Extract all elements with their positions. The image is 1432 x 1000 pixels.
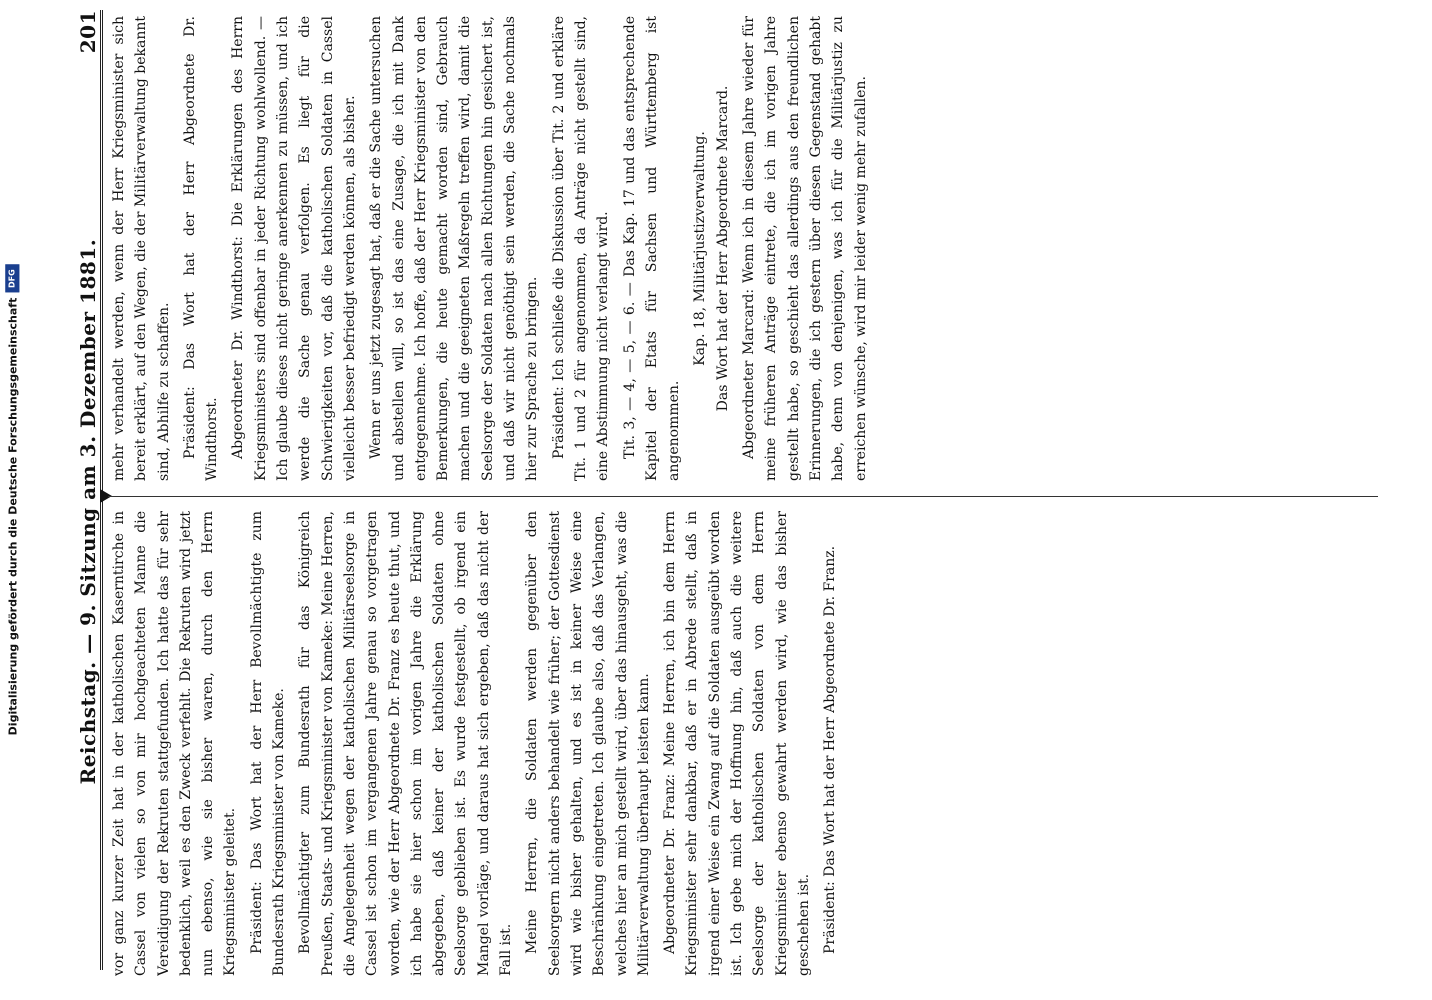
dfg-logo: DFG bbox=[5, 265, 19, 293]
right-column bbox=[108, 16, 1378, 481]
section-heading: Kap. 18, Militärjustizverwaltung. bbox=[692, 131, 709, 366]
paragraph: Tit. 3, — 4, — 5, — 6. — Das Kap. 17 und das entsprechende Kapitel der Etats für Sachsen und Württemberg ist angenommen. bbox=[621, 16, 683, 481]
rotated-page bbox=[48, 0, 1400, 1000]
paragraph: Präsident: Das Wort hat der Herr Bevollmächtigte zum Bundesrath Kriegsminister von Kameke. bbox=[248, 511, 288, 976]
paragraph: Wenn er uns jetzt zugesagt hat, daß er die Sache untersuchen und abstellen will, so ist das eine Zusage, die ich mit Dank entgegennehme. Ich hoffe, daß der Herr Kriegsminister von den Bemerkungen, die heute gemacht worden sind, Gebrauch machen und die geeigneten Maßregeln treffen wird, damit die Seelsorge der Soldaten nach allen Richtungen hin gesichert ist, und daß wir nicht genöthigt sein werden, die Sache nochmals hier zur Sprache zu bringen. bbox=[368, 16, 541, 481]
paragraph: Präsident: Das Wort hat der Herr Abgeordnete Dr. Windthorst. bbox=[181, 16, 221, 481]
paragraph: Präsident: Ich schließe die Diskussion über Tit. 2 und erkläre Tit. 1 und 2 für angenommen, da Anträge nicht gestellt sind, eine Abstimmung nicht verlangt wird. bbox=[550, 16, 612, 481]
paragraph: Präsident: Das Wort hat der Herr Abgeordnete Dr. Franz. bbox=[822, 545, 839, 954]
left-column bbox=[108, 511, 1378, 976]
paragraph: mehr verhandelt werden, wenn der Herr Kriegsminister sich bereit erklärt, auf den Wegen, die der Militärverwaltung bekannt sind, Abhilfe zu schaffen. bbox=[111, 16, 172, 481]
paragraph: Das Wort hat der Herr Abgeordnete Marcard. bbox=[714, 85, 731, 412]
paragraph: vor ganz kurzer Zeit hat in der katholischen Kaserntirche in Cassel von vielen so von mir hochgeachteten Manne die Vereidigung der Rekruten stattgefunden. Ich hatte das für sehr bedenklich, weil es den Zweck verfehlt. Die Rekruten wird jetzt nun ebenso, wie sie bisher waren, durch den Herrn Kriegsminister geleitet. bbox=[111, 511, 239, 976]
running-title: Reichstag. — 9. Sitzung am 3. Dezember 1881. bbox=[76, 238, 100, 785]
column-divider bbox=[108, 496, 1378, 497]
paragraph: Abgeordneter Marcard: Wenn ich in diesem Jahre wieder für meine früheren Anträge eintrete, die ich im vorigen Jahre gestellt habe, so geschieht das allerdings aus den freundlichen Erinnerungen, die ich gestern über diesen Gegenstand gehabt habe, denn von denjenigen, was ich für die Militärjustiz zu erreichen wünsche, wird mir leider wenig mehr zufallen. bbox=[741, 16, 869, 481]
page-header bbox=[54, 10, 103, 970]
digitization-credit bbox=[2, 0, 22, 1000]
paragraph: Bevollmächtigter zum Bundesrath für das Königreich Preußen, Staats- und Kriegsminister von Kameke: Meine Herren, die Angelegenheit wegen der katholischen Militärseelsorge in Cassel ist schon im vergangenen Jahre genau so vorgetragen worden, wie der Herr Abgeordnete Dr. Franz es heute thut, und ich habe sie hier schon im vorigen Jahre die Erklärung abgegeben, daß keiner der katholischen Soldaten ohne Seelsorge geblieben ist. Es wurde festgestellt, ob irgend ein Mangel vorläge, und daraus hat sich ergeben, daß das nicht der Fall ist. bbox=[297, 511, 515, 976]
credit-text: Digitalisierung gefördert durch die Deutsche Forschungsgemeinschaft bbox=[5, 297, 19, 736]
paragraph: Abgeordneter Dr. Windthorst: Die Erklärungen des Herrn Kriegsministers sind offenbar in jeder Richtung wohlwollend. — Ich glaube dieses nicht geringe anerkennen zu müssen, und ich werde die Sache genau verfolgen. Es liegt für die Schwierigkeiten vor, daß die katholischen Soldaten in Cassel vielleicht besser befriedigt werden können, als bisher. bbox=[230, 16, 358, 481]
paragraph: Meine Herren, die Soldaten werden gegenüber den Seelsorgern nicht anders behandelt wie früher; der Gottesdienst wird wie bisher gehalten, und es ist in keiner Weise eine Beschränkung eingetreten. Ich glaube also, daß das Verlangen, welches hier an mich gestellt wird, über das hinausgeht, was die Militärverwaltung überhaupt leisten kann. bbox=[524, 511, 652, 976]
page-number: 201 bbox=[76, 10, 100, 54]
paragraph: Abgeordneter Dr. Franz: Meine Herren, ich bin dem Herrn Kriegsminister sehr dankbar, daß er in Abrede stellt, daß in irgend einer Weise ein Zwang auf die Soldaten ausgeübt worden ist. Ich gebe mich der Hoffnung hin, daß auch die weitere Seelsorge der katholischen Soldaten von dem Herrn Kriegsminister ebenso gewahrt werden wird, wie das bisher geschehen ist. bbox=[662, 511, 812, 976]
